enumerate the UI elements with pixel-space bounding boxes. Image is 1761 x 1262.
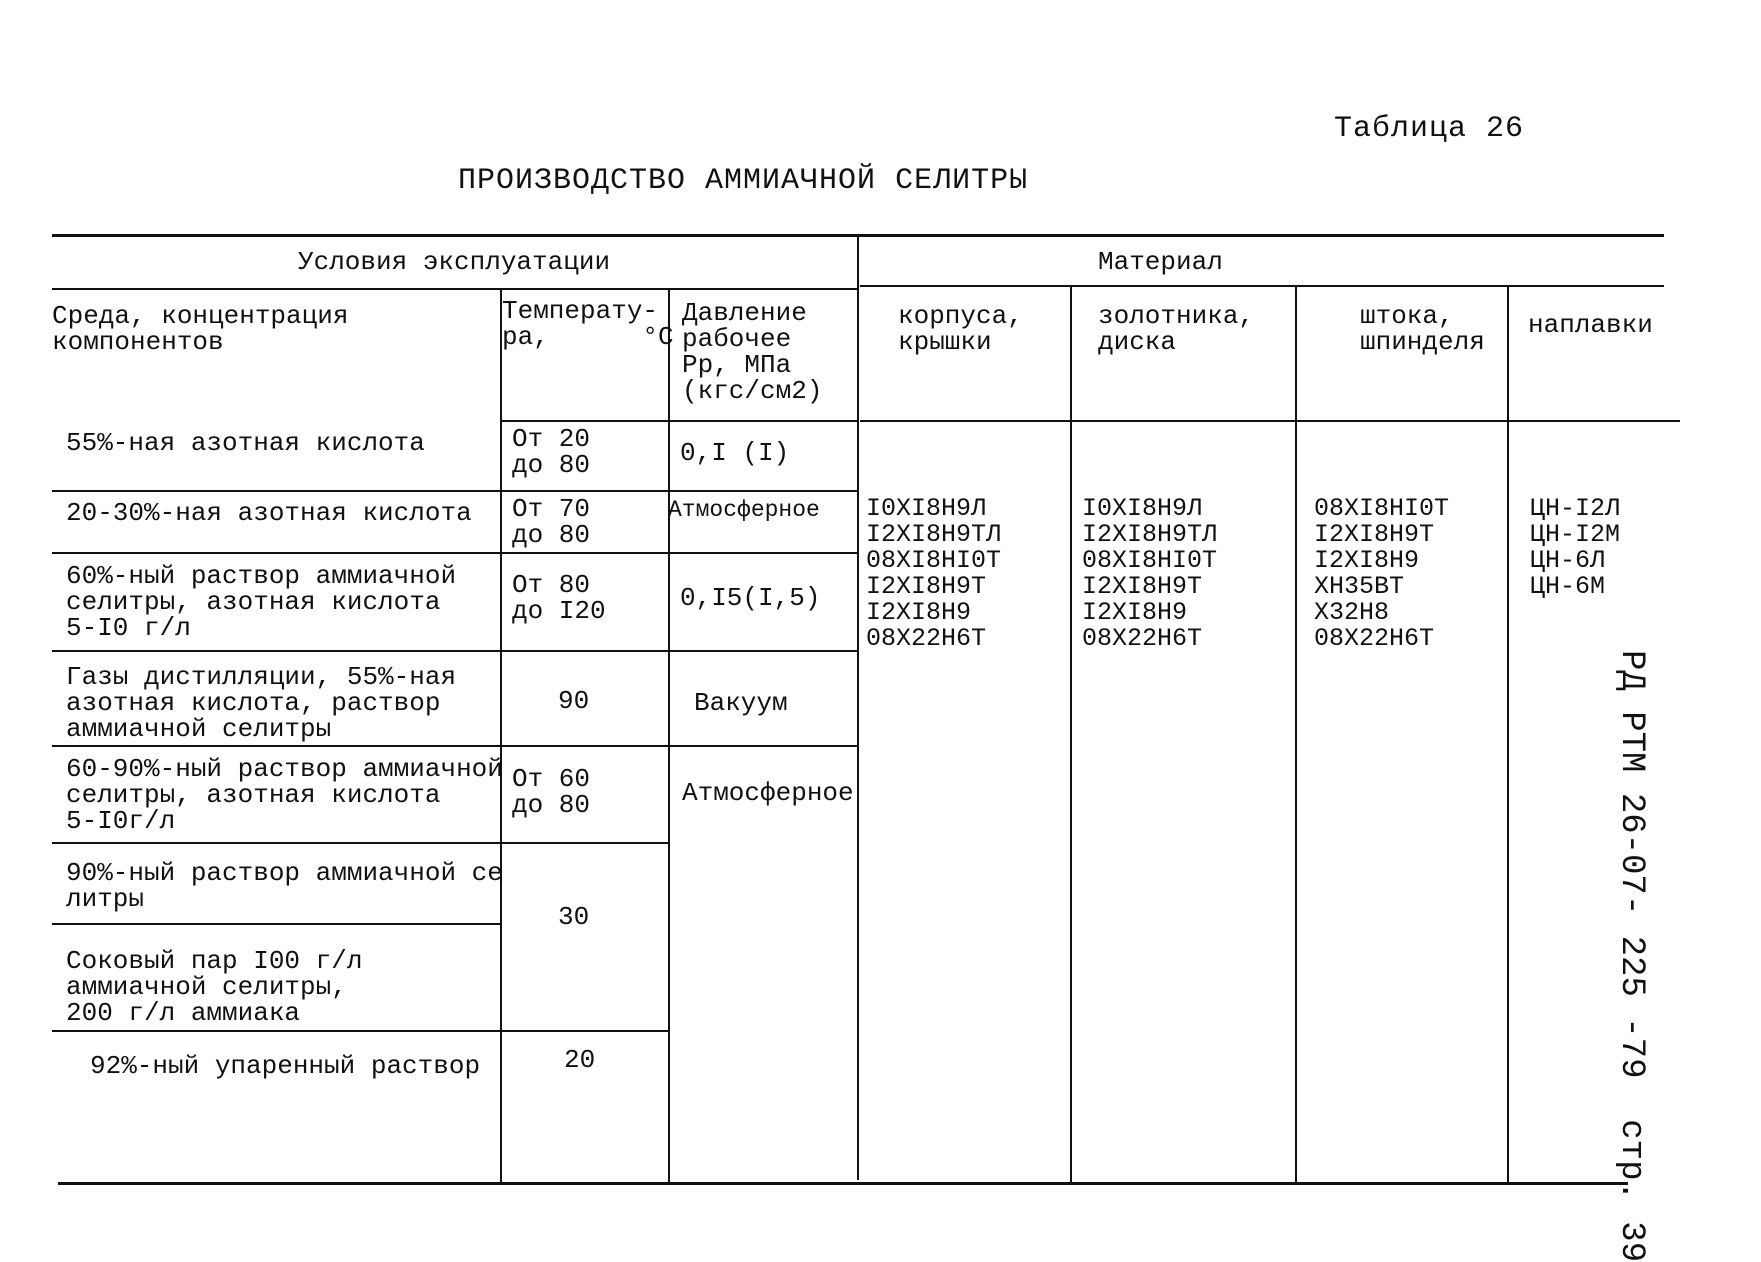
row-5-medium: 60-90%-ный раствор аммиачной селитры, азотная кислота 5-I0г/л — [66, 754, 503, 836]
row-2-medium: 20-30%-ная азотная кислота — [66, 498, 472, 528]
header-body: корпуса, крышки — [898, 301, 1023, 357]
page-title: ПРОИЗВОДСТВО АММИАЧНОЙ СЕЛИТРЫ — [458, 164, 1029, 198]
row-5-temperature: От 60 до 80 — [512, 764, 591, 820]
row-5-pressure: Атмосферное — [682, 778, 854, 808]
header-surfacing: наплавки — [1528, 310, 1653, 340]
header-temperature: Температу- ра, °С — [502, 296, 674, 352]
header-medium: Среда, концентрация компонентов — [52, 301, 349, 357]
material-disc: I0XI8H9Л I2XI8H9TЛ 08XI8HI0T I2XI8H9T I2XI8H9 08X22H6T — [1082, 494, 1218, 653]
header-stem: штока, шпинделя — [1360, 301, 1485, 357]
row-1-medium: 55%-ная азотная кислота — [66, 428, 425, 458]
row-2-temperature: От 70 до 80 — [512, 494, 591, 550]
row-4-temperature: 90 — [558, 686, 590, 716]
row-6-medium: 90%-ный раствор аммиачной се литры — [66, 858, 503, 914]
material-stem: 08XI8HI0T I2XI8H9T I2XI8H9 XH35BT X32H8 08X22H6T — [1314, 494, 1450, 653]
material-body: I0XI8H9Л I2XI8H9TЛ 08XI8HI0T I2XI8H9T I2XI8H9 08X22H6T — [866, 494, 1002, 653]
row-3-temperature: От 80 до I20 — [512, 570, 606, 626]
row-6-temperature: 30 — [558, 902, 590, 932]
row-3-pressure: 0,I5(I,5) — [680, 583, 821, 613]
row-8-medium: 92%-ный упаренный раствор — [90, 1051, 481, 1081]
header-conditions: Условия эксплуатации — [298, 247, 611, 277]
row-2-pressure: Атмосферное — [668, 497, 820, 523]
row-3-medium: 60%-ный раствор аммиачной селитры, азотная кислота 5-I0 г/л — [66, 561, 457, 643]
row-4-medium: Газы дистилляции, 55%-ная азотная кислота, раствор аммиачной селитры — [66, 662, 457, 744]
row-7-medium: Соковый пар I00 г/л аммиачной селитры, 200 г/л аммиака — [66, 946, 363, 1028]
row-1-pressure: 0,I (I) — [680, 438, 790, 468]
row-1-temperature: От 20 до 80 — [512, 424, 591, 480]
row-4-pressure: Вакуум — [694, 688, 788, 718]
side-document-code: РД РТМ 26-07- 225 -79 стр. 39 — [1612, 650, 1650, 1262]
header-material: Материал — [1098, 247, 1223, 277]
material-surfacing: ЦН-I2Л ЦН-I2М ЦН-6Л ЦН-6М — [1530, 494, 1621, 601]
header-disc: золотника, диска — [1098, 301, 1255, 357]
table-number: Таблица 26 — [1334, 112, 1525, 146]
header-pressure: Давление рабочее Рр, МПа (кгс/см2) — [682, 298, 823, 406]
row-8-temperature: 20 — [564, 1045, 596, 1075]
